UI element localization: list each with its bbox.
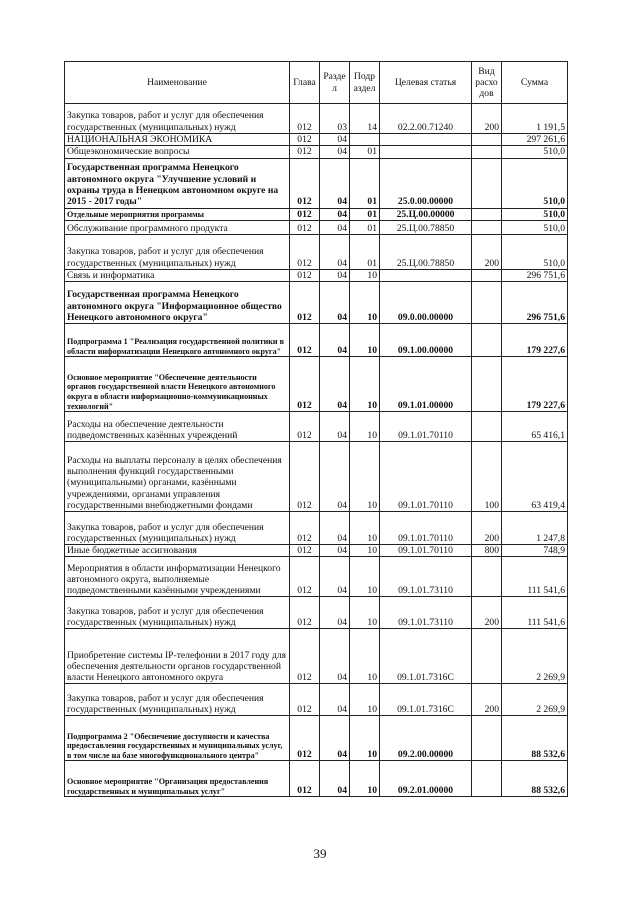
cell-exp-type <box>472 629 502 684</box>
cell-amount: 510,0 <box>502 146 568 158</box>
header-chapter: Глава <box>290 62 320 104</box>
table-row <box>65 512 568 545</box>
cell-section: 04 <box>320 412 350 442</box>
cell-name: Общеэкономические вопросы <box>65 146 290 158</box>
table-row <box>65 357 568 412</box>
cell-target: 09.1.01.70110 <box>380 545 472 557</box>
table-row <box>65 761 568 797</box>
table-row <box>65 684 568 716</box>
cell-name: Закупка товаров, работ и услуг для обеспечения государственных (муниципальных) нужд <box>65 104 290 134</box>
cell-target: 09.1.01.7316С <box>380 629 472 684</box>
cell-exp-type <box>472 134 502 146</box>
cell-exp-type <box>472 269 502 281</box>
cell-exp-type <box>472 146 502 158</box>
cell-amount: 510,0 <box>502 220 568 234</box>
table-row <box>65 629 568 684</box>
cell-section: 04 <box>320 158 350 208</box>
cell-section: 04 <box>320 269 350 281</box>
cell-target: 09.1.01.00000 <box>380 357 472 412</box>
cell-amount: 88 532,6 <box>502 761 568 797</box>
cell-exp-type: 200 <box>472 234 502 269</box>
cell-chapter: 012 <box>290 146 320 158</box>
cell-subsection <box>350 134 380 146</box>
table-row <box>65 545 568 557</box>
cell-subsection: 14 <box>350 104 380 134</box>
cell-subsection: 10 <box>350 324 380 357</box>
cell-target: 25.Ц.00.00000 <box>380 208 472 220</box>
table-row <box>65 716 568 761</box>
cell-name: Основное мероприятие "Обеспечение деятельности органов государственной власти Ненецкого автономного округа в области информационно-коммуникационных технологий" <box>65 357 290 412</box>
cell-subsection: 01 <box>350 146 380 158</box>
cell-target: 09.1.01.70110 <box>380 412 472 442</box>
table-row <box>65 234 568 269</box>
cell-target: 25.Ц.00.78850 <box>380 234 472 269</box>
cell-name: Обслуживание программного продукта <box>65 220 290 234</box>
cell-amount: 296 751,6 <box>502 269 568 281</box>
cell-subsection: 10 <box>350 557 380 597</box>
cell-name: Расходы на обеспечение деятельности подведомственных казённых учреждений <box>65 412 290 442</box>
cell-exp-type: 200 <box>472 512 502 545</box>
header-name: Наименование <box>65 62 290 104</box>
cell-subsection: 10 <box>350 282 380 324</box>
cell-amount: 1 191,5 <box>502 104 568 134</box>
cell-section: 04 <box>320 557 350 597</box>
cell-chapter: 012 <box>290 597 320 629</box>
cell-subsection: 01 <box>350 234 380 269</box>
cell-name: Расходы на выплаты персоналу в целях обеспечения выполнения функций государственными (муниципальными) органами, казёнными учреждениями, органами управления государственными внебюджетными фондами <box>65 442 290 512</box>
table-row <box>65 442 568 512</box>
cell-chapter: 012 <box>290 629 320 684</box>
cell-amount: 297 261,6 <box>502 134 568 146</box>
header-section: Разде л <box>320 62 350 104</box>
cell-name: Иные бюджетные ассигнования <box>65 545 290 557</box>
table-row <box>65 282 568 324</box>
table-row <box>65 220 568 234</box>
cell-target: 25.Ц.00.78850 <box>380 220 472 234</box>
cell-target: 09.1.01.73110 <box>380 557 472 597</box>
cell-exp-type <box>472 761 502 797</box>
table-row <box>65 208 568 220</box>
cell-subsection: 10 <box>350 357 380 412</box>
cell-target: 09.1.00.00000 <box>380 324 472 357</box>
cell-name: Закупка товаров, работ и услуг для обеспечения государственных (муниципальных) нужд <box>65 234 290 269</box>
cell-section: 04 <box>320 545 350 557</box>
cell-amount: 2 269,9 <box>502 684 568 716</box>
cell-exp-type <box>472 220 502 234</box>
cell-chapter: 012 <box>290 324 320 357</box>
cell-chapter: 012 <box>290 512 320 545</box>
cell-subsection: 10 <box>350 269 380 281</box>
cell-chapter: 012 <box>290 545 320 557</box>
cell-name: Связь и информатика <box>65 269 290 281</box>
cell-target: 09.2.00.00000 <box>380 716 472 761</box>
page-number: 39 <box>313 846 327 861</box>
cell-target: 09.0.00.00000 <box>380 282 472 324</box>
cell-section: 04 <box>320 220 350 234</box>
cell-amount: 510,0 <box>502 234 568 269</box>
table-row <box>65 146 568 158</box>
cell-exp-type <box>472 412 502 442</box>
cell-target: 02.2.00.71240 <box>380 104 472 134</box>
cell-amount: 88 532,6 <box>502 716 568 761</box>
cell-name: Подпрограмма 2 "Обеспечение доступности и качества предоставления государственных и муниципальных услуг, в том числе на базе многофункционального центра" <box>65 716 290 761</box>
cell-section: 03 <box>320 104 350 134</box>
cell-target: 09.1.01.73110 <box>380 597 472 629</box>
cell-chapter: 012 <box>290 716 320 761</box>
cell-subsection: 01 <box>350 220 380 234</box>
cell-name: Приобретение системы IP-телефонии в 2017 году для обеспечения деятельности органов государственной власти Ненецкого автономного округа <box>65 629 290 684</box>
cell-name: Основное мероприятие "Организация предоставления государственных и муниципальных услуг" <box>65 761 290 797</box>
cell-name: НАЦИОНАЛЬНАЯ ЭКОНОМИКА <box>65 134 290 146</box>
cell-section: 04 <box>320 208 350 220</box>
cell-amount: 1 247,8 <box>502 512 568 545</box>
cell-subsection: 10 <box>350 629 380 684</box>
cell-name: Закупка товаров, работ и услуг для обеспечения государственных (муниципальных) нужд <box>65 684 290 716</box>
cell-section: 04 <box>320 629 350 684</box>
cell-target: 09.2.01.00000 <box>380 761 472 797</box>
budget-table <box>64 61 568 797</box>
table-row <box>65 134 568 146</box>
cell-exp-type: 200 <box>472 597 502 629</box>
cell-amount: 179 227,6 <box>502 357 568 412</box>
cell-subsection: 10 <box>350 545 380 557</box>
cell-chapter: 012 <box>290 412 320 442</box>
cell-amount: 65 416,1 <box>502 412 568 442</box>
cell-section: 04 <box>320 512 350 545</box>
cell-chapter: 012 <box>290 134 320 146</box>
cell-chapter: 012 <box>290 234 320 269</box>
cell-amount: 63 419,4 <box>502 442 568 512</box>
header-target: Целевая статья <box>380 62 472 104</box>
cell-section: 04 <box>320 234 350 269</box>
cell-chapter: 012 <box>290 761 320 797</box>
cell-exp-type <box>472 324 502 357</box>
cell-name: Закупка товаров, работ и услуг для обеспечения государственных (муниципальных) нужд <box>65 512 290 545</box>
cell-amount: 111 541,6 <box>502 597 568 629</box>
cell-chapter: 012 <box>290 208 320 220</box>
cell-chapter: 012 <box>290 684 320 716</box>
cell-target: 09.1.01.7316С <box>380 684 472 716</box>
cell-chapter: 012 <box>290 557 320 597</box>
cell-subsection: 10 <box>350 442 380 512</box>
table-header-row <box>65 62 568 104</box>
cell-target: 25.0.00.00000 <box>380 158 472 208</box>
cell-name: Мероприятия в области информатизации Ненецкого автономного округа, выполняемые подведомственными казёнными учреждениями <box>65 557 290 597</box>
cell-exp-type <box>472 557 502 597</box>
cell-subsection: 01 <box>350 158 380 208</box>
cell-chapter: 012 <box>290 282 320 324</box>
cell-amount: 510,0 <box>502 208 568 220</box>
cell-name: Государственная программа Ненецкого автономного округа "Информационное общество Ненецкого автономного округа" <box>65 282 290 324</box>
cell-exp-type <box>472 357 502 412</box>
cell-target: 09.1.01.70110 <box>380 512 472 545</box>
cell-amount: 296 751,6 <box>502 282 568 324</box>
table-row <box>65 597 568 629</box>
cell-exp-type <box>472 208 502 220</box>
table-row <box>65 269 568 281</box>
cell-chapter: 012 <box>290 442 320 512</box>
cell-section: 04 <box>320 442 350 512</box>
cell-subsection: 10 <box>350 512 380 545</box>
header-amount: Сумма <box>502 62 568 104</box>
cell-section: 04 <box>320 716 350 761</box>
cell-section: 04 <box>320 597 350 629</box>
header-exp-type: Вид расхо дов <box>472 62 502 104</box>
cell-exp-type <box>472 282 502 324</box>
cell-amount: 510,0 <box>502 158 568 208</box>
cell-subsection: 10 <box>350 412 380 442</box>
cell-section: 04 <box>320 146 350 158</box>
cell-chapter: 012 <box>290 357 320 412</box>
table-row <box>65 104 568 134</box>
cell-target <box>380 269 472 281</box>
cell-chapter: 012 <box>290 158 320 208</box>
cell-target: 09.1.01.70110 <box>380 442 472 512</box>
cell-section: 04 <box>320 324 350 357</box>
cell-chapter: 012 <box>290 220 320 234</box>
header-subsection: Подр аздел <box>350 62 380 104</box>
cell-section: 04 <box>320 357 350 412</box>
table-row <box>65 557 568 597</box>
cell-exp-type <box>472 716 502 761</box>
cell-exp-type <box>472 158 502 208</box>
cell-section: 04 <box>320 134 350 146</box>
cell-amount: 179 227,6 <box>502 324 568 357</box>
table-row <box>65 412 568 442</box>
cell-chapter: 012 <box>290 269 320 281</box>
cell-chapter: 012 <box>290 104 320 134</box>
cell-subsection: 10 <box>350 597 380 629</box>
cell-name: Закупка товаров, работ и услуг для обеспечения государственных (муниципальных) нужд <box>65 597 290 629</box>
cell-exp-type: 200 <box>472 684 502 716</box>
cell-target <box>380 146 472 158</box>
cell-amount: 748,9 <box>502 545 568 557</box>
cell-section: 04 <box>320 761 350 797</box>
cell-name: Отдельные мероприятия программы <box>65 208 290 220</box>
cell-name: Подпрограмма 1 "Реализация государственной политики в области информатизации Ненецкого автономного округа" <box>65 324 290 357</box>
table-row <box>65 324 568 357</box>
cell-target <box>380 134 472 146</box>
cell-exp-type: 200 <box>472 104 502 134</box>
cell-subsection: 10 <box>350 761 380 797</box>
cell-exp-type: 800 <box>472 545 502 557</box>
table-row <box>65 158 568 208</box>
cell-section: 04 <box>320 282 350 324</box>
cell-amount: 2 269,9 <box>502 629 568 684</box>
cell-subsection: 01 <box>350 208 380 220</box>
cell-subsection: 10 <box>350 684 380 716</box>
cell-subsection: 10 <box>350 716 380 761</box>
cell-name: Государственная программа Ненецкого автономного округа "Улучшение условий и охраны труда в Ненецком автономном округе на 2015 - 2017 годы" <box>65 158 290 208</box>
cell-amount: 111 541,6 <box>502 557 568 597</box>
cell-exp-type: 100 <box>472 442 502 512</box>
cell-section: 04 <box>320 684 350 716</box>
